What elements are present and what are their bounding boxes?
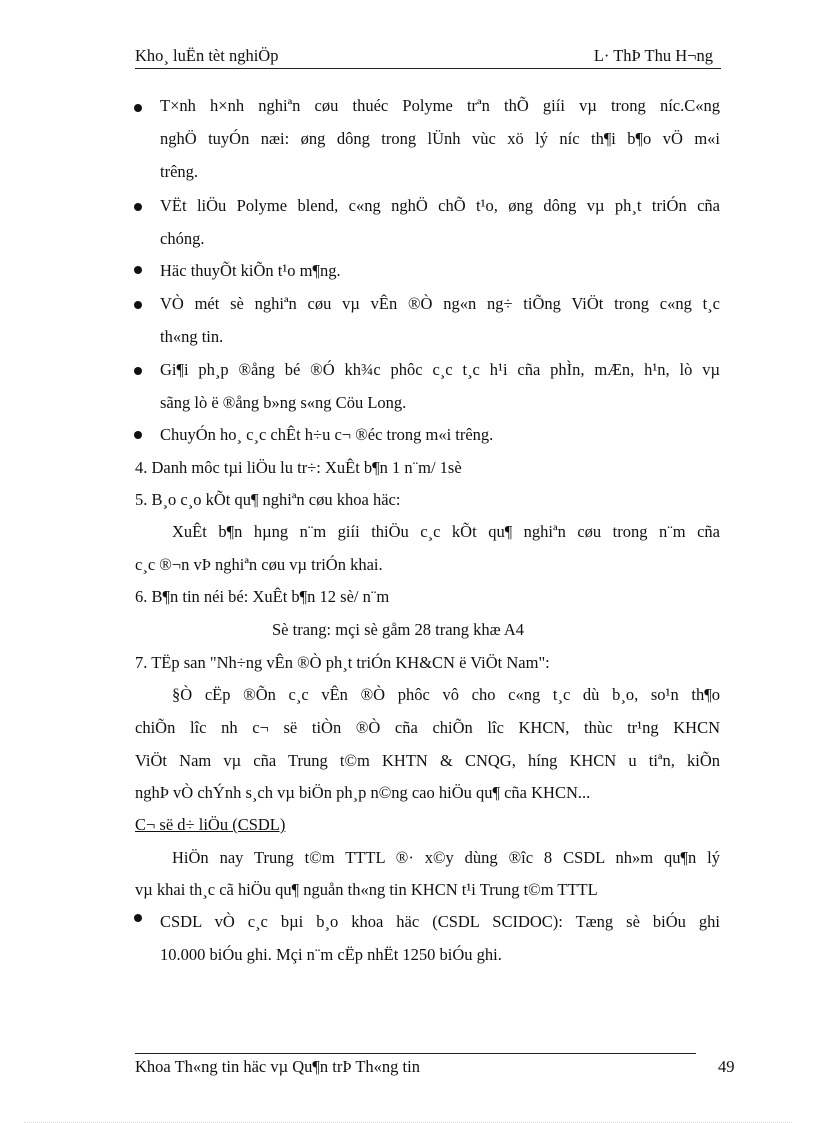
text-line: T×nh h×nh nghiªn cøu thuéc Polyme trªn thÕ giíi vµ trong níc.C«ng	[160, 96, 720, 115]
text-line: c¸c ®¬n vÞ nghiªn cøu vµ triÓn khai.	[135, 555, 383, 574]
footer-text: Khoa Th«ng tin häc vµ Qu¶n trÞ Th«ng tin	[135, 1057, 420, 1076]
text-line: §Ò cËp ®Õn c¸c vÊn ®Ò phôc vô cho c«ng t¸c dù b¸o, so¹n th¶o	[172, 685, 720, 704]
bullet-icon	[134, 914, 142, 922]
text-line: 10.000 biÓu ghi. Mçi n¨m cËp nhËt 1250 biÓu ghi.	[160, 945, 502, 964]
text-line: ChuyÓn ho¸ c¸c chÊt h÷u c¬ ®éc trong m«i trêng.	[160, 425, 494, 444]
page-header	[135, 46, 721, 69]
bullet-icon	[134, 301, 142, 309]
text-line: nghÖ tuyÓn næi: øng dông trong lÜnh vùc xö lý níc th¶i b¶o vÖ m«i	[160, 129, 720, 148]
text-line: 7. TËp san "Nh÷ng vÊn ®Ò ph¸t triÓn KH&CN ë ViÖt Nam":	[135, 653, 550, 672]
header-right: L· ThÞ Thu H¬ng	[593, 46, 713, 65]
bullet-icon	[134, 104, 142, 112]
page-number: 49	[718, 1057, 735, 1076]
bullet-icon	[134, 431, 142, 439]
text-line: sãng lò ë ®ång b»ng s«ng Cöu Long.	[160, 393, 407, 412]
text-line: HiÖn nay Trung t©m TTTL ®· x©y dùng ®îc 8 CSDL nh»m qu¶n lý	[172, 848, 720, 867]
section-heading: C¬ së d÷ liÖu (CSDL)	[135, 815, 286, 834]
text-line: Häc thuyÕt kiÕn t¹o m¶ng.	[160, 261, 341, 280]
text-line: trêng.	[160, 162, 199, 181]
text-line: Gi¶i ph¸p ®ång bé ®Ó kh¾c phôc c¸c t¸c h¹i cña phÌn, mÆn, h¹n, lò vµ	[160, 360, 720, 379]
text-line: VËt liÖu Polyme blend, c«ng nghÖ chÕ t¹o, øng dông vµ ph¸t triÓn cña	[160, 196, 720, 215]
text-line: vµ khai th¸c cã hiÖu qu¶ nguån th«ng tin KHCN t¹i Trung t©m TTTL	[135, 880, 598, 899]
text-line: chiÕn lîc nh c¬ së tiÒn ®Ò cña chiÕn lîc KHCN, thùc tr¹ng KHCN	[135, 718, 720, 737]
text-line: 5. B¸o c¸o kÕt qu¶ nghiªn cøu khoa häc:	[135, 490, 401, 509]
footer-rule	[135, 1053, 696, 1054]
bullet-icon	[134, 266, 142, 274]
text-line: ViÖt Nam vµ cña Trung t©m KHTN & CNQG, híng KHCN u tiªn, kiÕn	[135, 751, 720, 770]
text-line: 6. B¶n tin néi bé: XuÊt b¶n 12 sè/ n¨m	[135, 587, 390, 606]
text-line: th«ng tin.	[160, 327, 224, 346]
text-line: chóng.	[160, 229, 205, 248]
text-line: 4. Danh môc tµi liÖu lu tr÷: XuÊt b¶n 1 n¨m/ 1sè	[135, 458, 462, 477]
text-line: nghÞ vÒ chÝnh s¸ch vµ biÖn ph¸p n©ng cao hiÖu qu¶ cña KHCN...	[135, 783, 591, 802]
text-line: Sè trang: mçi sè gåm 28 trang khæ A4	[272, 620, 525, 639]
bullet-icon	[134, 203, 142, 211]
text-line: XuÊt b¶n hµng n¨m giíi thiÖu c¸c kÕt qu¶ nghiªn cøu trong n¨m cña	[172, 522, 720, 541]
text-line: CSDL vÒ c¸c bµi b¸o khoa häc (CSDL SCIDOC): Tæng sè biÓu ghi	[160, 912, 720, 931]
text-line: VÒ mét sè nghiªn cøu vµ vÊn ®Ò ng«n ng÷ tiÕng ViÖt trong c«ng t¸c	[160, 294, 720, 313]
bullet-icon	[134, 367, 142, 375]
header-left: Kho¸ luËn tèt nghiÖp	[135, 46, 279, 65]
